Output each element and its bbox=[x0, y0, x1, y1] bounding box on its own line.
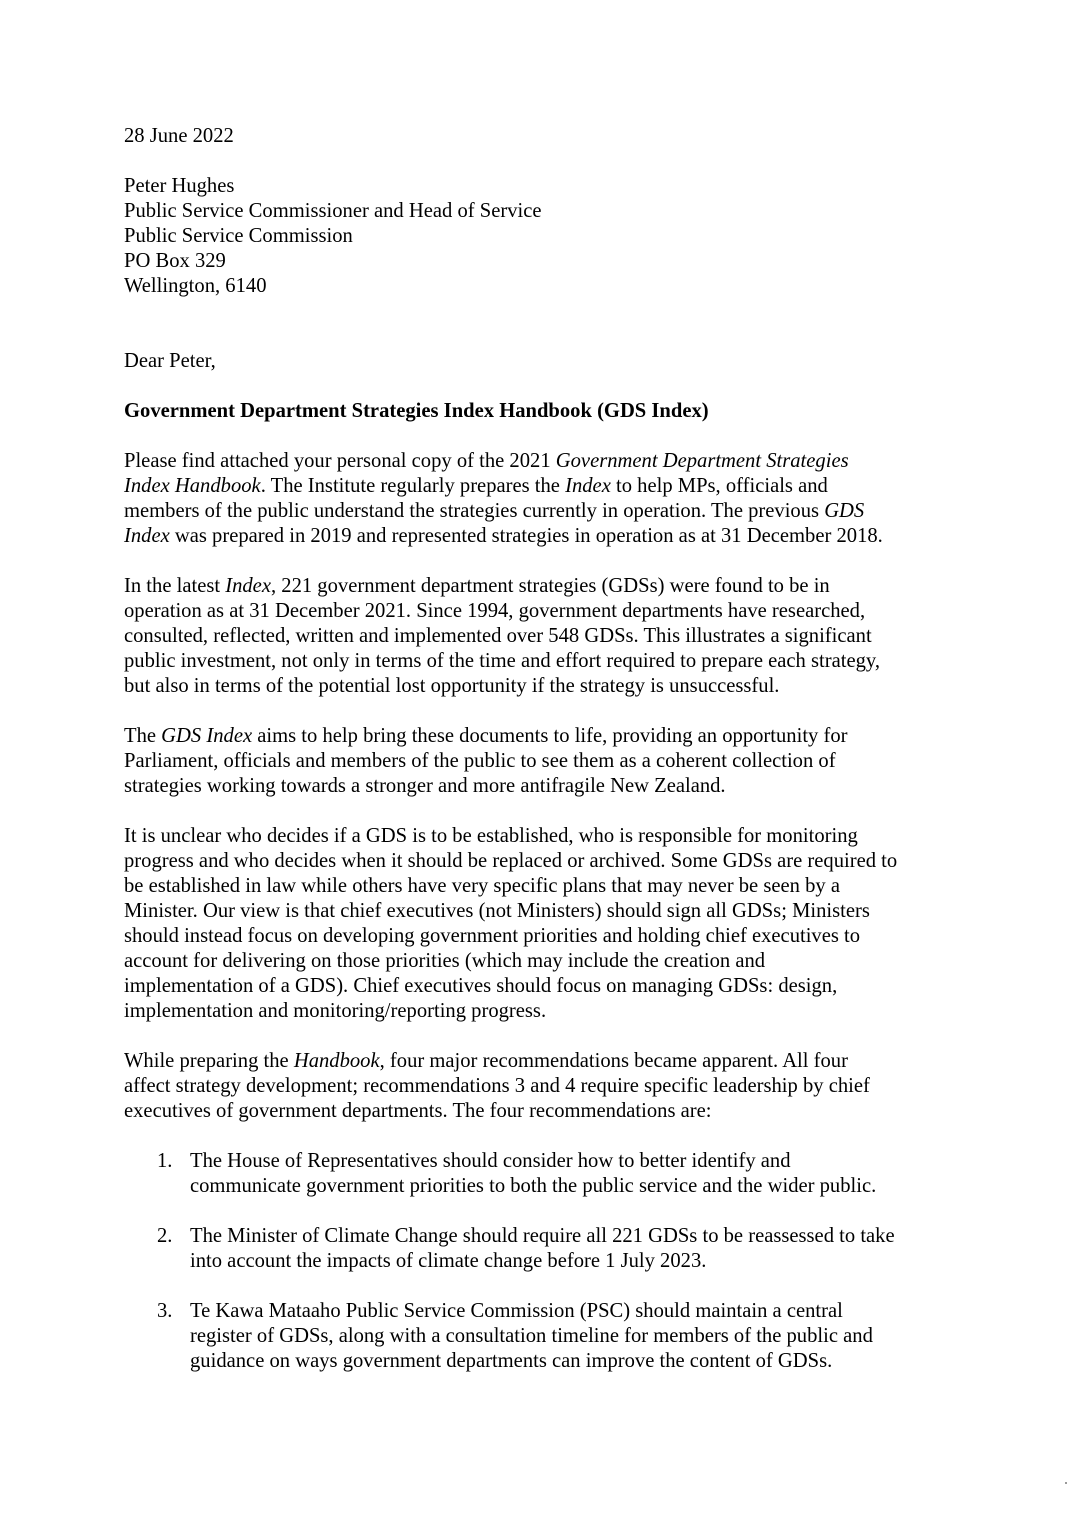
paragraph-gds-index-aims bbox=[124, 724, 954, 799]
paragraph-line bbox=[124, 449, 954, 474]
paragraph-line: It is unclear who decides if a GDS is to be established, who is responsible for monitoring bbox=[124, 825, 858, 847]
italic-title: Government Department Strategies bbox=[555, 450, 849, 472]
list-number: 1. bbox=[157, 1150, 173, 1172]
paragraph-line: implementation of a GDS). Chief executives should focus on managing GDSs: design, bbox=[124, 975, 838, 997]
text-run: In the latest bbox=[124, 575, 226, 597]
recommendation-line: The Minister of Climate Change should require all 221 GDSs to be reassessed to take bbox=[190, 1225, 895, 1247]
paragraph-line: affect strategy development; recommendations 3 and 4 require specific leadership by chief bbox=[124, 1075, 870, 1097]
page-corner-mark bbox=[1065, 1482, 1067, 1484]
recommendation-line: register of GDSs, along with a consultation timeline for members of the public and bbox=[190, 1325, 873, 1347]
paragraph-line: public investment, not only in terms of the time and effort required to prepare each strategy, bbox=[124, 650, 881, 672]
recipient-address bbox=[124, 174, 954, 299]
italic-title: GDS bbox=[824, 500, 865, 522]
paragraph-line: strategies working towards a stronger and more antifragile New Zealand. bbox=[124, 775, 726, 797]
paragraph-latest-index bbox=[124, 574, 954, 699]
recommendation-item bbox=[124, 1224, 954, 1274]
italic-title: GDS Index bbox=[161, 725, 253, 747]
italic-title: Index Handbook bbox=[124, 475, 261, 497]
recommendation-line: Te Kawa Mataaho Public Service Commission (PSC) should maintain a central bbox=[190, 1300, 843, 1322]
recipient-title: Public Service Commissioner and Head of Service bbox=[124, 200, 542, 222]
paragraph-line: implementation and monitoring/reporting progress. bbox=[124, 1000, 547, 1022]
recipient-name: Peter Hughes bbox=[124, 175, 235, 197]
paragraph-responsibility bbox=[124, 824, 954, 1024]
list-number: 3. bbox=[157, 1300, 173, 1322]
paragraph-line: progress and who decides when it should be replaced or archived. Some GDSs are required to bbox=[124, 850, 898, 872]
paragraph-line: operation as at 31 December 2021. Since 1994, government departments have researched, bbox=[124, 600, 866, 622]
paragraph-line: executives of government departments. The four recommendations are: bbox=[124, 1100, 712, 1122]
text-run: to help MPs, officials and bbox=[610, 475, 828, 497]
paragraph-line: be established in law while others have very specific plans that may never be seen by a bbox=[124, 875, 840, 897]
italic-title: Index bbox=[565, 475, 611, 497]
italic-title: Index bbox=[124, 525, 170, 547]
paragraph-line: Parliament, officials and members of the public to see them as a coherent collection of bbox=[124, 750, 836, 772]
recommendation-line: communicate government priorities to both the public service and the wider public. bbox=[190, 1175, 877, 1197]
paragraph-line: but also in terms of the potential lost opportunity if the strategy is unsuccessful. bbox=[124, 675, 780, 697]
letter-page bbox=[124, 124, 954, 1399]
paragraph-line: consulted, reflected, written and implemented over 548 GDSs. This illustrates a significant bbox=[124, 625, 872, 647]
recommendation-line: guidance on ways government departments can improve the content of GDSs. bbox=[190, 1350, 833, 1372]
paragraph-recommendations-intro bbox=[124, 1049, 954, 1124]
italic-title: Handbook bbox=[293, 1050, 380, 1072]
paragraph-line bbox=[124, 724, 954, 749]
text-run: , 221 government department strategies (GDSs) were found to be in bbox=[270, 575, 830, 597]
list-number: 2. bbox=[157, 1225, 173, 1247]
paragraph-line: should instead focus on developing government priorities and holding chief executives to bbox=[124, 925, 861, 947]
text-run: members of the public understand the strategies currently in operation. The previous bbox=[124, 500, 825, 522]
text-run: was prepared in 2019 and represented strategies in operation as at 31 December 2018. bbox=[169, 525, 883, 547]
text-run: The bbox=[124, 725, 162, 747]
paragraph-line: Minister. Our view is that chief executives (not Ministers) should sign all GDSs; Ministers bbox=[124, 900, 870, 922]
recommendations-list bbox=[124, 1149, 954, 1374]
paragraph-line bbox=[124, 524, 954, 549]
recommendation-item bbox=[124, 1299, 954, 1374]
paragraph-line bbox=[124, 1049, 954, 1074]
italic-title: Index bbox=[225, 575, 271, 597]
paragraph-line: account for delivering on those priorities (which may include the creation and bbox=[124, 950, 766, 972]
paragraph-line bbox=[124, 474, 954, 499]
paragraph-intro bbox=[124, 449, 954, 549]
recipient-po-box: PO Box 329 bbox=[124, 250, 226, 272]
recommendation-item bbox=[124, 1149, 954, 1199]
recipient-city: Wellington, 6140 bbox=[124, 275, 267, 297]
letter-date: 28 June 2022 bbox=[124, 125, 234, 147]
subject-line: Government Department Strategies Index Handbook (GDS Index) bbox=[124, 400, 709, 422]
salutation: Dear Peter, bbox=[124, 350, 216, 372]
text-run: Please find attached your personal copy of the 2021 bbox=[124, 450, 556, 472]
text-run: . The Institute regularly prepares the bbox=[260, 475, 566, 497]
paragraph-line bbox=[124, 499, 954, 524]
text-run: aims to help bring these documents to life, providing an opportunity for bbox=[252, 725, 848, 747]
text-run: While preparing the bbox=[124, 1050, 294, 1072]
recommendation-line: into account the impacts of climate change before 1 July 2023. bbox=[190, 1250, 707, 1272]
recommendation-line: The House of Representatives should consider how to better identify and bbox=[190, 1150, 791, 1172]
text-run: , four major recommendations became apparent. All four bbox=[379, 1050, 848, 1072]
paragraph-line bbox=[124, 574, 954, 599]
recipient-organisation: Public Service Commission bbox=[124, 225, 353, 247]
